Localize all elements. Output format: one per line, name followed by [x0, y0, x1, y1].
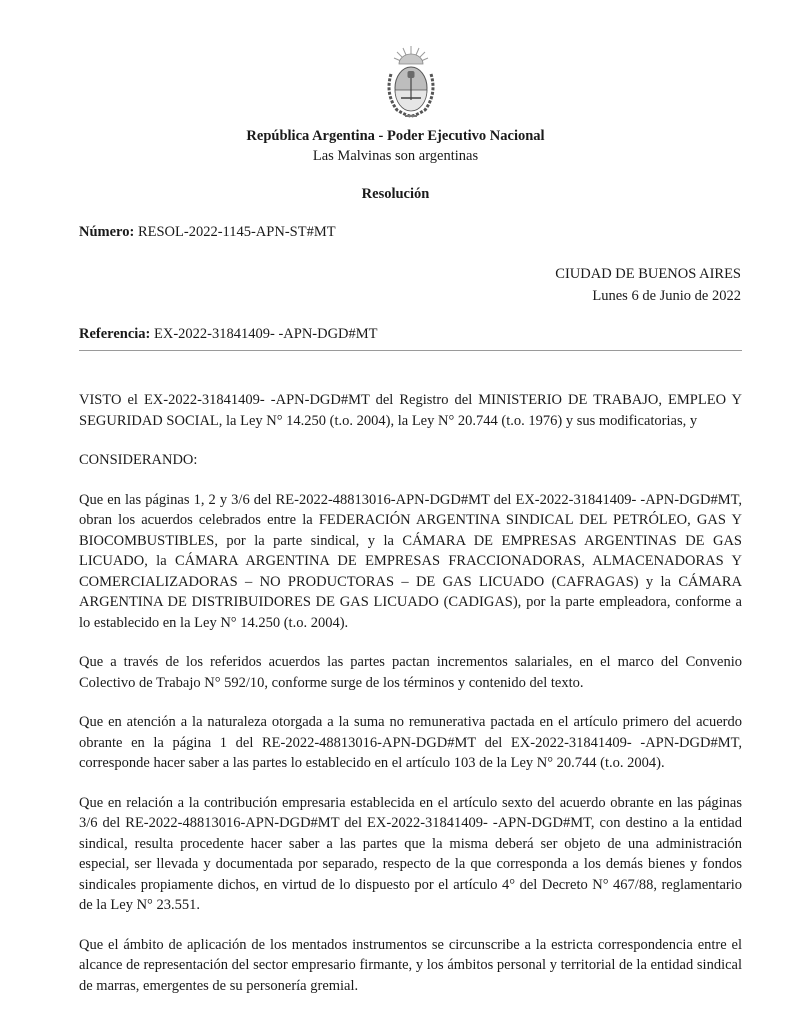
document-number [79, 224, 336, 241]
visto-paragraph: VISTO el EX-2022-31841409- -APN-DGD#MT del Registro del MINISTERIO DE TRABAJO, EMPLEO Y SEGURIDAD SOCIAL, la Ley N° 14.250 (t.o. 2004), la Ley N° 20.744 (t.o. 1976) y sus modificatorias, y [79, 392, 742, 429]
government-subtitle: Las Malvinas son argentinas [312, 148, 479, 164]
document-reference [79, 326, 378, 343]
referencia-value: EX-2022-31841409- -APN-DGD#MT [154, 326, 378, 342]
document-type: Resolución [361, 186, 430, 202]
body-paragraph: Que en relación a la contribución empresaria establecida en el artículo sexto del acuerdo obrante en las páginas 3/6 del RE-2022-48813016-APN-DGD#MT del EX-2022-31841409- -APN-DGD#MT, con destino a la entidad sindical, resulta procedente hacer saber a las partes que la misma deberá ser objeto de una administración especial, ser llevada y documentada por separado, respecto de la que corresponda a los demás bienes y fondos sindicales propiamente dichos, en virtud de lo dispuesto por el artículo 4° del Decreto N° 467/88, reglamentario de la Ley N° 23.551. [79, 794, 742, 913]
document-date: Lunes 6 de Junio de 2022 [592, 288, 741, 304]
numero-value: RESOL-2022-1145-APN-ST#MT [137, 224, 336, 240]
body-paragraph: Que el ámbito de aplicación de los mentados instrumentos se circunscribe a la estricta correspondencia entre el alcance de representación del sector empresario firmante, y los ámbitos personal y territorial de la entidad sindical de marras, emergentes de su personería gremial. [79, 936, 742, 994]
body-paragraph: Que a través de los referidos acuerdos las partes pactan incrementos salariales, en el marco del Convenio Colectivo de Trabajo N° 592/10, conforme surge de los términos y contenido del texto. [79, 654, 742, 691]
header-divider [79, 350, 742, 351]
city: CIUDAD DE BUENOS AIRES [555, 266, 741, 282]
document-body [79, 390, 742, 1015]
referencia-label: Referencia: [79, 326, 151, 342]
national-emblem-icon [383, 44, 439, 122]
body-paragraph: Que en atención a la naturaleza otorgada a la suma no remunerativa pactada en el artículo primero del acuerdo obrante en la página 1 del RE-2022-48813016-APN-DGD#MT del EX-2022-31841409- -APN-DGD#MT, corresponde hacer saber a las partes lo establecido en el artículo 103 de la Ley N° 20.744 (t.o. 2004). [79, 714, 742, 771]
body-paragraph: Que en las páginas 1, 2 y 3/6 del RE-2022-48813016-APN-DGD#MT del EX-2022-31841409- -APN-DGD#MT, obran los acuerdos celebrados entre la FEDERACIÓN ARGENTINA SINDICAL DEL PETRÓLEO, GAS Y BIOCOMBUSTIBLES, por la parte sindical, y la CÁMARA DE EMPRESAS ARGENTINAS DE GAS LICUADO, la CÁMARA ARGENTINA DE EMPRESAS FRACCIONADORAS, ALMACENADORAS Y COMERCIALIZADORAS – NO PRODUCTORAS – DE GAS LICUADO (CAFRAGAS) y la CÁMARA ARGENTINA DE DISTRIBUIDORES DE GAS LICUADO (CADIGAS), por la parte empleadora, conforme a lo establecido en la Ley N° 14.250 (t.o. 2004). [79, 491, 742, 631]
government-title: República Argentina - Poder Ejecutivo Nacional [246, 128, 545, 144]
numero-label: Número: [79, 224, 135, 240]
considerando-heading: CONSIDERANDO: [79, 452, 198, 468]
